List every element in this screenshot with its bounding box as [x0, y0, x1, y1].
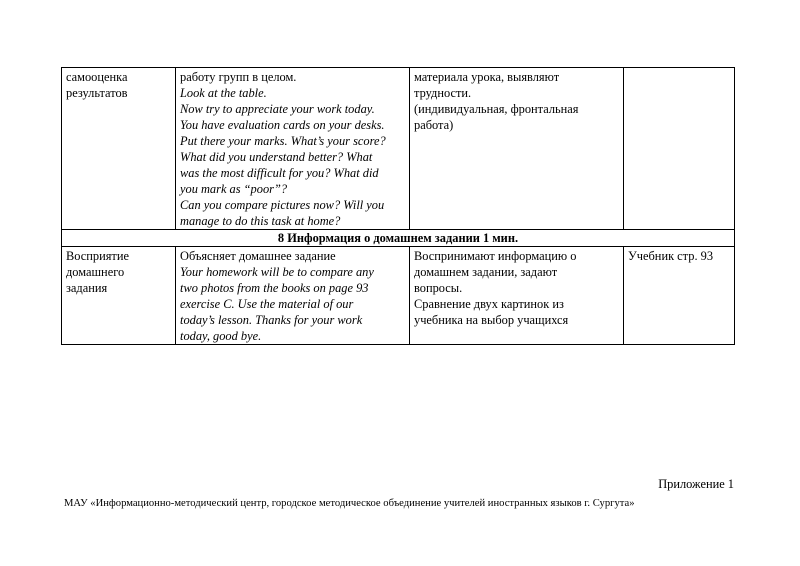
stage-line: результатов [66, 86, 128, 100]
section-heading: 8 Информация о домашнем задании 1 мин. [62, 230, 735, 247]
table-row [62, 247, 735, 345]
lesson-plan-table [61, 67, 735, 345]
teacher-italic-line: What did you understand better? What [180, 150, 373, 164]
table-row [62, 68, 735, 230]
teacher-italic-line: exercise C. Use the material of our [180, 297, 354, 311]
appendix-label: Приложение 1 [658, 477, 734, 491]
section-heading-row [62, 230, 735, 247]
teacher-italic-line: you mark as “poor”? [180, 182, 288, 196]
stage-cell [62, 247, 176, 345]
students-line: (индивидуальная, фронтальная [414, 102, 579, 116]
teacher-italic-line: two photos from the books on page 93 [180, 281, 369, 295]
students-line: работа) [414, 118, 454, 132]
teacher-line: работу групп в целом. [180, 70, 297, 84]
teacher-line: Объясняет домашнее задание [180, 249, 336, 263]
students-line: Сравнение двух картинок из [414, 297, 564, 311]
teacher-italic-line: Can you compare pictures now? Will you [180, 198, 385, 212]
stage-line: самооценка [66, 70, 128, 84]
students-line: вопросы. [414, 281, 463, 295]
teacher-italic-line: today, good bye. [180, 329, 262, 343]
stage-line: домашнего [66, 265, 125, 279]
teacher-italic-line: Now try to appreciate your work today. [180, 102, 375, 116]
students-line: материала урока, выявляют [414, 70, 560, 84]
stage-line: Восприятие [66, 249, 129, 263]
teacher-italic-line: Look at the table. [180, 86, 267, 100]
teacher-activity-cell [176, 68, 410, 230]
teacher-italic-line: today’s lesson. Thanks for your work [180, 313, 363, 327]
students-line: домашнем задании, задают [414, 265, 558, 279]
resources-cell [624, 68, 735, 230]
footer-text: МАУ «Информационно-методический центр, городское методическое объединение учителей иностранных языков г. Сургута» [64, 498, 635, 509]
teacher-activity-cell [176, 247, 410, 345]
students-line: учебника на выбор учащихся [414, 313, 569, 327]
teacher-italic-line: manage to do this task at home? [180, 214, 341, 228]
students-activity-cell [410, 247, 624, 345]
teacher-italic-line: You have evaluation cards on your desks. [180, 118, 385, 132]
teacher-italic-line: Your homework will be to compare any [180, 265, 374, 279]
teacher-italic-line: Put there your marks. What’s your score? [180, 134, 386, 148]
resources-cell: Учебник стр. 93 [624, 247, 735, 345]
students-line: Воспринимают информацию о [414, 249, 577, 263]
stage-line: задания [66, 281, 108, 295]
students-activity-cell [410, 68, 624, 230]
teacher-italic-line: was the most difficult for you? What did [180, 166, 379, 180]
students-line: трудности. [414, 86, 472, 100]
stage-cell [62, 68, 176, 230]
